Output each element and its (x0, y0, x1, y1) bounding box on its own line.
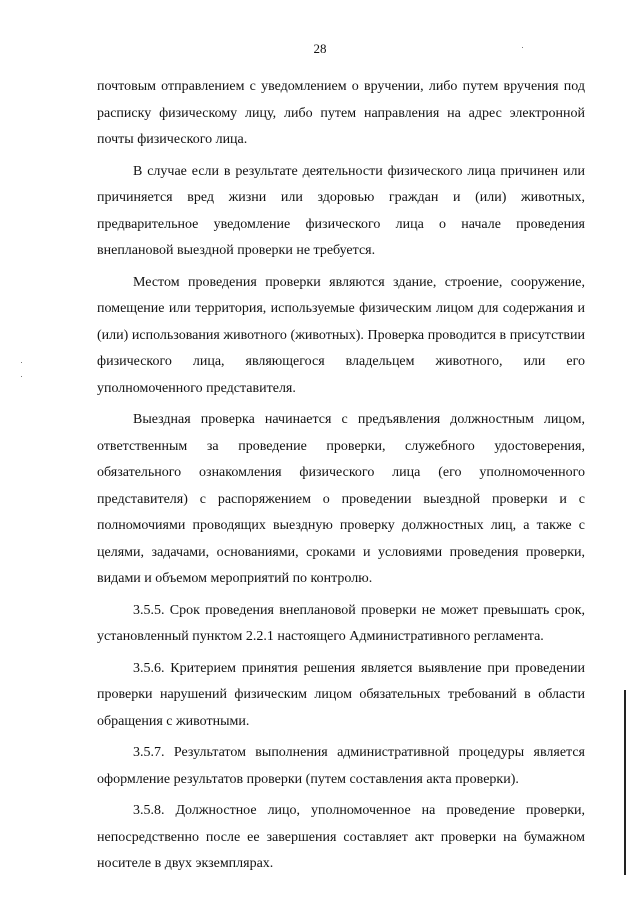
paragraph-3-5-8: 3.5.8. Должностное лицо, уполномоченное на проведение проверки, непосредственно после ее завершения составляет акт проверки на бумажном носителе в двух экземплярах. (97, 803, 585, 871)
page-number: 28 (313, 41, 327, 56)
scan-speck (522, 47, 523, 48)
paragraph-inspection-location: Местом проведения проверки являются здание, строение, сооружение, помещение или территория, используемые физическим лицом для содержания и (или) использования животного (животных). Проверка проводится в присутствии физического лица, являющегося владельцем животного, или его уполномоченного представителя. (97, 274, 585, 396)
scan-edge-mark (624, 690, 626, 875)
scan-speck (21, 362, 22, 363)
paragraph-delivery-methods: почтовым отправлением с уведомлением о вручении, либо путем вручения под расписку физическому лицу, либо путем направления на адрес электронной почты физического лица. (97, 79, 585, 147)
paragraph-3-5-7: 3.5.7. Результатом выполнения административной процедуры является оформление результатов проверки (путем составления акта проверки). (97, 745, 585, 787)
paragraph-3-5-5: 3.5.5. Срок проведения внеплановой проверки не может превышать срок, установленный пунктом 2.2.1 настоящего Административного регламента. (97, 602, 585, 644)
paragraph-harm-no-notice: В случае если в результате деятельности физического лица причинен или причиняется вред жизни или здоровью граждан и (или) животных, предварительное уведомление физического лица о начале проведения внеплановой выездной проверки не требуется. (97, 163, 585, 258)
scan-speck (21, 376, 22, 377)
document-body (97, 74, 585, 883)
paragraph-3-5-6: 3.5.6. Критерием принятия решения является выявление при проведении проверки нарушений физическим лицом обязательных требований в области обращения с животными. (97, 660, 585, 729)
paragraph-onsite-inspection-start: Выездная проверка начинается с предъявления должностным лицом, ответственным за проведение проверки, служебного удостоверения, обязательного ознакомления физического лица (его уполномоченного представителя) с распоряжением о проведении выездной проверки и с полномочиями проводящих выездную проверку должностных лиц, а также с целями, задачами, основаниями, сроками и условиями проведения проверки, видами и объемом мероприятий по контролю. (97, 412, 585, 586)
